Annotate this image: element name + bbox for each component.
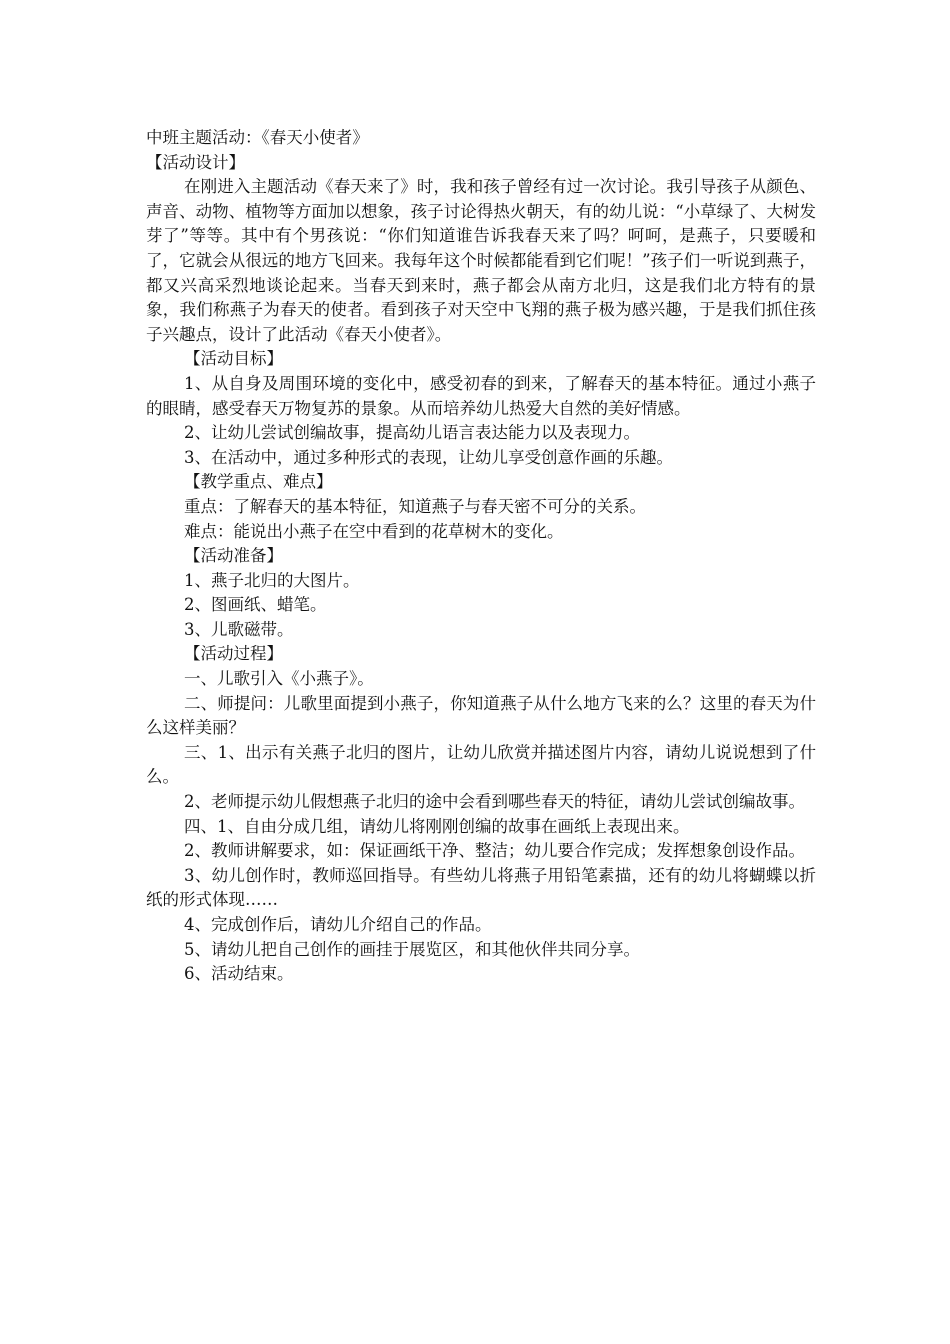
process-step: 2、老师提示幼儿假想燕子北归的途中会看到哪些春天的特征，请幼儿尝试创编故事。 — [184, 792, 805, 812]
preparation-item: 3、儿歌磁带。 — [184, 619, 294, 639]
preparation-heading: 【活动准备】 — [184, 546, 283, 566]
keypoint-text: 重点：了解春天的基本特征，知道燕子与春天密不可分的关系。 — [184, 496, 646, 516]
preparation-item: 2、图画纸、蜡笔。 — [184, 595, 327, 615]
keypoints-heading: 【教学重点、难点】 — [184, 472, 333, 492]
design-paragraph: 在刚进入主题活动《春天来了》时，我和孩子曾经有过一次讨论。我引导孩子从颜色、声音、动物、植物等方面加以想象，孩子讨论得热火朝天，有的幼儿说：“小草绿了、大树发芽了”等等。其中有个男孩说：“你们知道谁告诉我春天来了吗？呵呵，是燕子，只要暖和了，它就会从很远的地方飞回来。我每年这个时候都能看到它们呢！”孩子们一听说到燕子，都又兴高采烈地谈论起来。当春天到来时，燕子都会从南方北归，这是我们北方特有的景象，我们称燕子为春天的使者。看到孩子对天空中飞翔的燕子极为感兴趣，于是我们抓住孩子兴趣点，设计了此活动《春天小使者》。 — [146, 177, 816, 344]
process-step: 3、幼儿创作时，教师巡回指导。有些幼儿将燕子用铅笔素描，还有的幼儿将蝴蝶以折纸的形式体现…… — [146, 865, 816, 910]
goals-heading: 【活动目标】 — [184, 349, 283, 369]
difficulty-text: 难点：能说出小燕子在空中看到的花草树木的变化。 — [184, 521, 564, 541]
process-step: 二、师提问：儿歌里面提到小燕子，你知道燕子从什么地方飞来的么？这里的春天为什么这样美丽？ — [146, 693, 816, 738]
preparation-item: 1、燕子北归的大图片。 — [184, 570, 360, 590]
design-heading: 【活动设计】 — [146, 152, 245, 172]
process-step: 2、教师讲解要求，如：保证画纸干净、整洁；幼儿要合作完成；发挥想象创设作品。 — [184, 841, 805, 861]
process-step: 5、请幼儿把自己创作的画挂于展览区，和其他伙伴共同分享。 — [184, 939, 640, 959]
process-step: 一、儿歌引入《小燕子》。 — [184, 669, 374, 689]
process-step: 4、完成创作后，请幼儿介绍自己的作品。 — [184, 915, 492, 934]
document-title: 中班主题活动：《春天小使者》 — [146, 128, 369, 147]
process-step: 四、1、自由分成几组，请幼儿将刚刚创编的故事在画纸上表现出来。 — [184, 816, 690, 836]
goal-item: 2、让幼儿尝试创编故事，提高幼儿语言表达能力以及表现力。 — [184, 423, 640, 443]
process-step: 6、活动结束。 — [184, 964, 294, 984]
process-step: 三、1、出示有关燕子北归的图片，让幼儿欣赏并描述图片内容，请幼儿说说想到了什么。 — [146, 742, 816, 787]
process-heading: 【活动过程】 — [184, 644, 283, 664]
goal-item: 1、从自身及周围环境的变化中，感受初春的到来，了解春天的基本特征。通过小燕子的眼睛，感受春天万物复苏的景象。从而培养幼儿热爱大自然的美好情感。 — [146, 373, 816, 418]
document-body — [146, 126, 816, 987]
goal-item: 3、在活动中，通过多种形式的表现，让幼儿享受创意作画的乐趣。 — [184, 447, 673, 467]
